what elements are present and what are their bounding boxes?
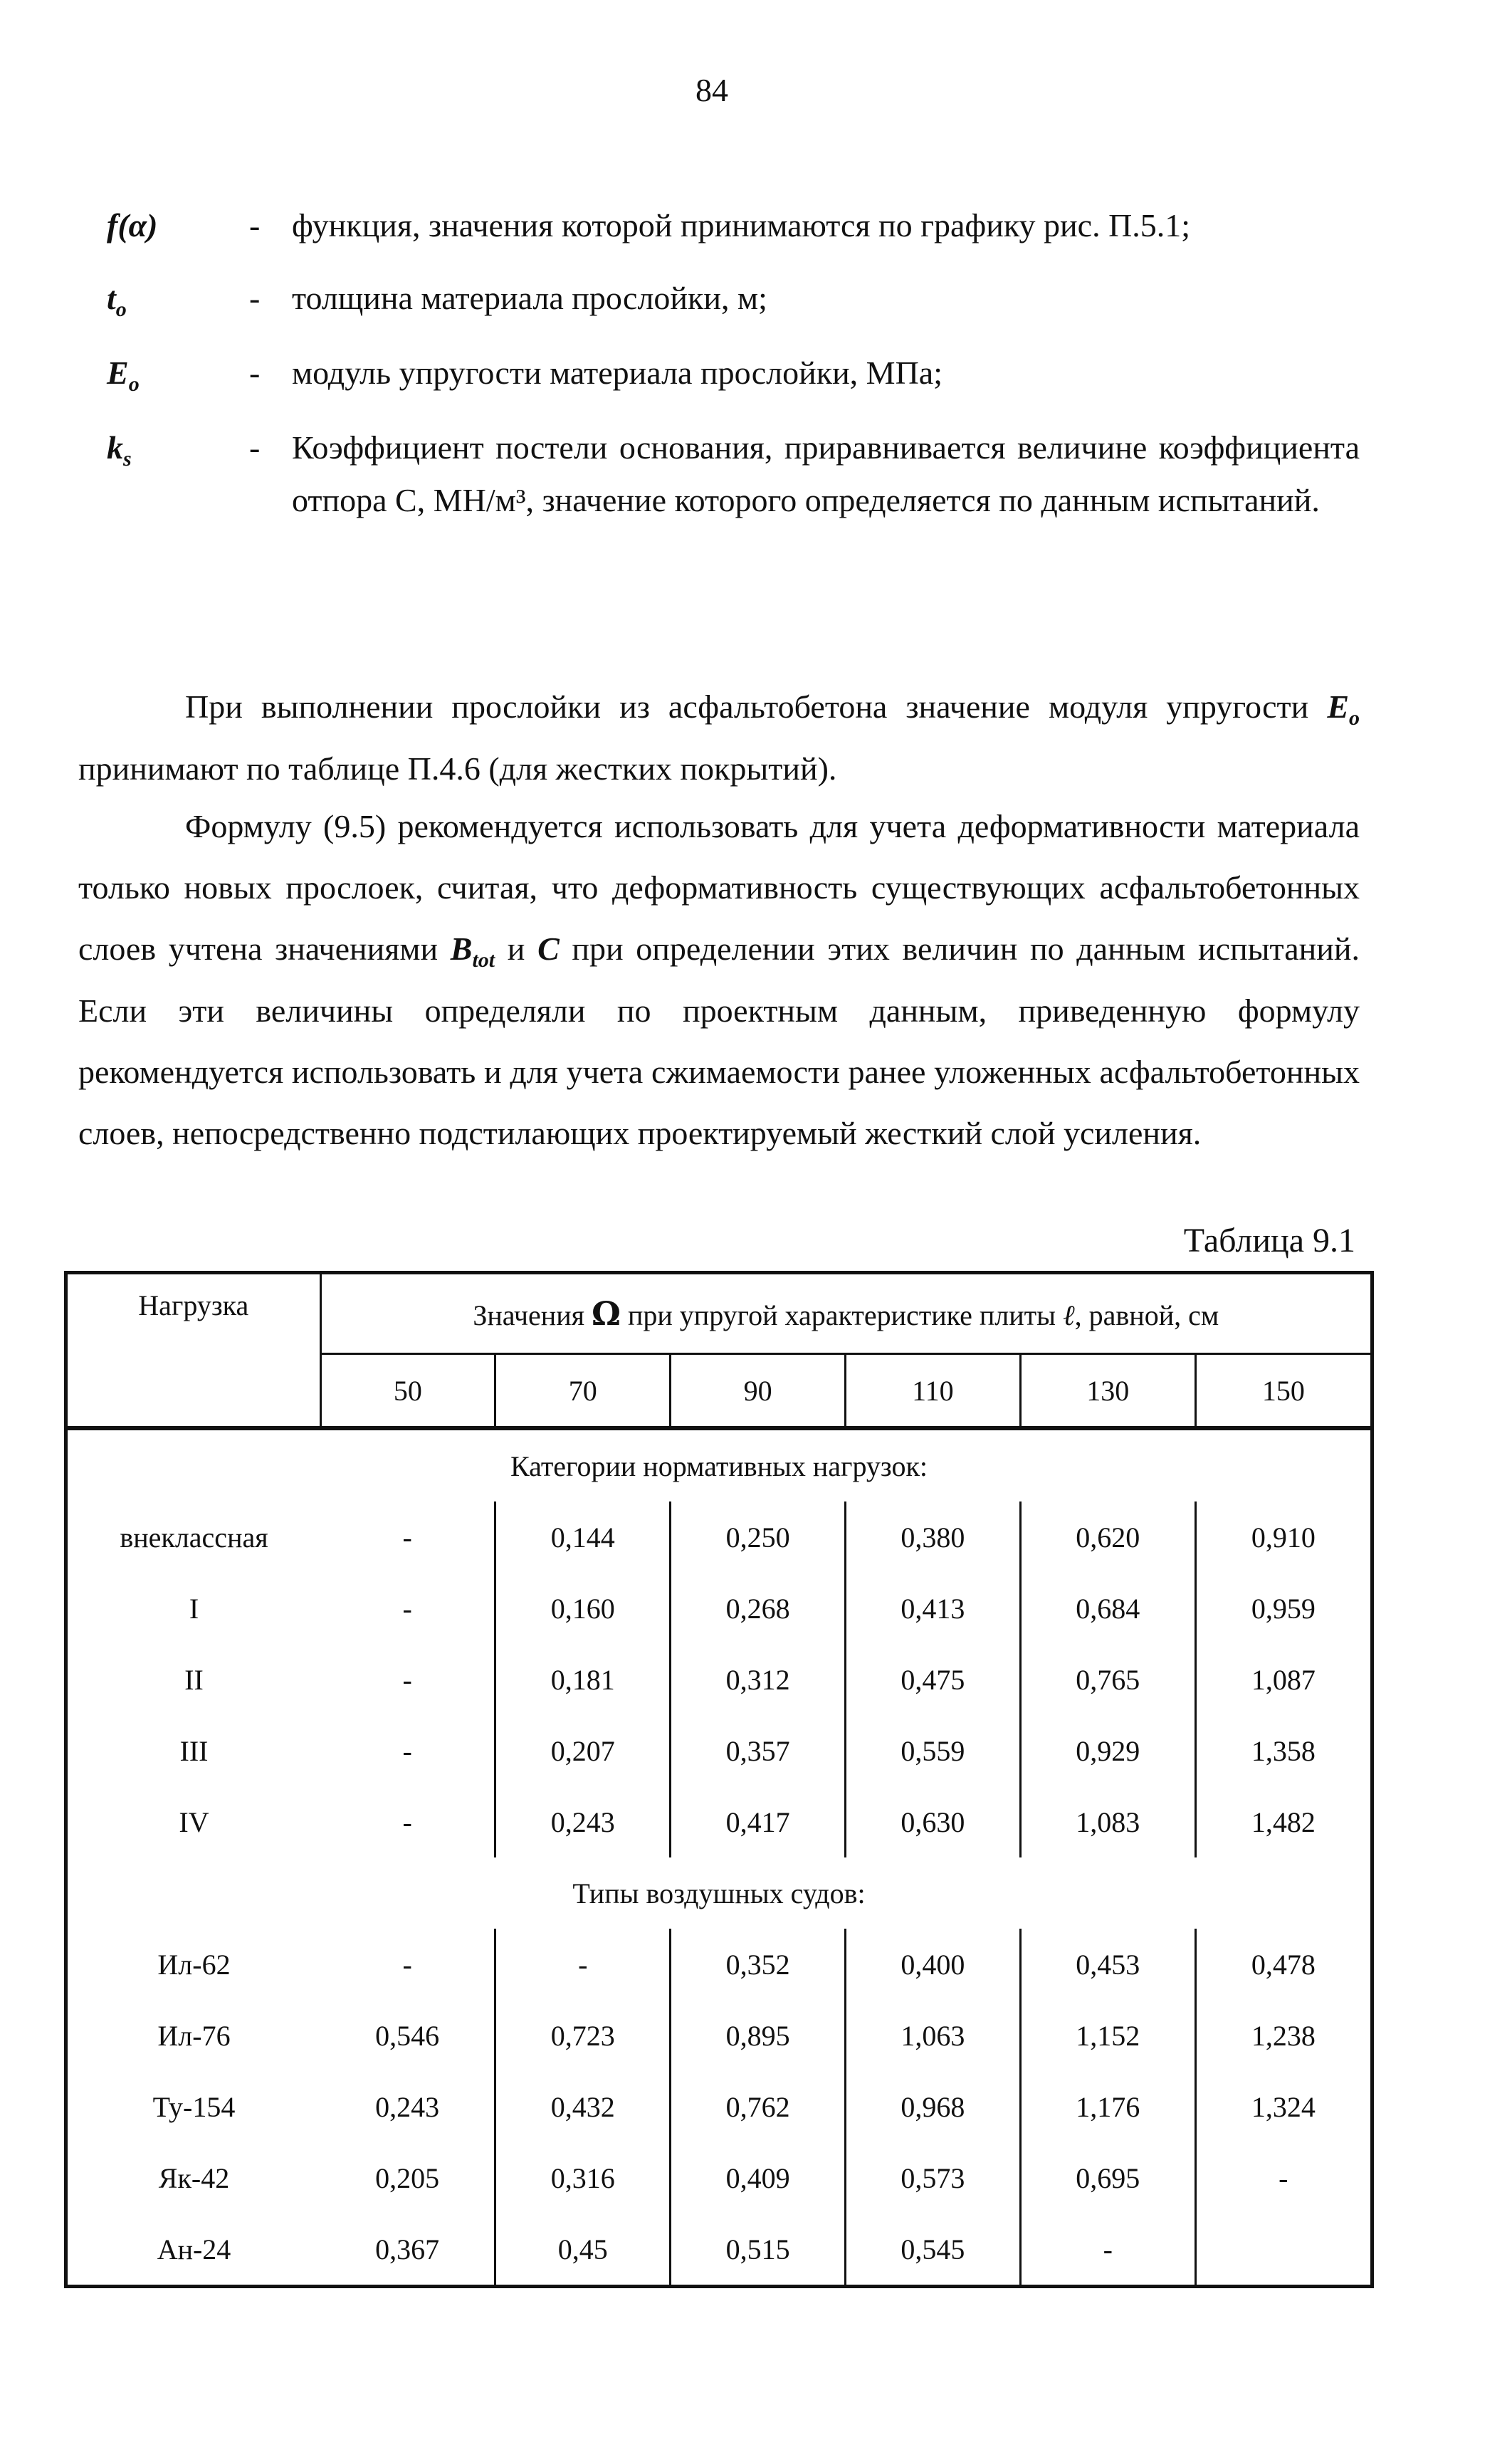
table-row: IV - 0,243 0,417 0,630 1,083 1,482 [68,1786,1370,1857]
definitions-list [78,199,1360,546]
table-row: Ту-154 0,243 0,432 0,762 0,968 1,176 1,324 [68,2071,1370,2142]
definition-text: Коэффициент постели основания, приравнивается величине коэффициента отпора C, МН/м³, значение которого определяется по данным испытаний. [292,429,1360,518]
header-values: Значения Ω при упругой характеристике плиты ℓ, равной, см [320,1274,1370,1354]
table-row: I - 0,160 0,268 0,413 0,684 0,959 [68,1573,1370,1644]
table-row: III - 0,207 0,357 0,559 0,929 1,358 [68,1715,1370,1786]
table-caption: Таблица 9.1 [1183,1222,1355,1259]
paragraph-formula-note: Формулу (9.5) рекомендуется использовать для учета деформативности материала только новых прослоек, считая, что деформативность существующих асфальтобетонных слоев учтена значениями $B_{tot}$ и C при определении этих величин по данным испытаний. Если эти величины определяли по проектным данным, приведенную формулу рекомендуется использовать и для учета сжимаемости ранее уложенных асфальтобетонных слоев, непосредственно подстилающих проектируемый жесткий слой усиления. [78,808,1360,1152]
values-table [64,1271,1374,2288]
column-header: 130 [1020,1354,1195,1429]
definition-symbol: $k_s$ [107,429,132,471]
definition-text: толщина материала прослойки, м; [292,279,767,316]
column-header: 110 [845,1354,1020,1429]
paragraph-asphalt-layer: При выполнении прослойки из асфальтобетона значение модуля упругости $E_o$ принимают по таблице П.4.6 (для жестких покрытий). [78,688,1360,787]
table-row: II - 0,181 0,312 0,475 0,765 1,087 [68,1644,1370,1715]
page-number: 84 [695,72,728,108]
definition-symbol: $E_o$ [107,354,140,396]
definition-t0 [78,272,1360,327]
definition-text: функция, значения которой принимаются по графику рис. П.5.1; [292,207,1191,243]
column-header: 70 [495,1354,671,1429]
column-header: 90 [671,1354,846,1429]
section-title: Категории нормативных нагрузок: [68,1428,1370,1501]
definition-f-alpha [78,199,1360,252]
header-load: Нагрузка [68,1274,320,1428]
definition-symbol: f(α) [107,207,158,243]
table-row: Ил-62 - - 0,352 0,400 0,453 0,478 [68,1929,1370,2000]
table-row: Ил-76 0,546 0,723 0,895 1,063 1,152 1,238 [68,2000,1370,2071]
definition-dash: - [249,429,261,466]
table-row: Ан-24 0,367 0,45 0,515 0,545 - [68,2213,1370,2285]
definition-dash: - [249,207,261,243]
section-title: Типы воздушных судов: [572,1877,866,1909]
column-header: 150 [1195,1354,1370,1429]
definition-e0 [78,347,1360,402]
table-row: Як-42 0,205 0,316 0,409 0,573 0,695 - [68,2142,1370,2213]
omega-symbol: Ω [592,1294,621,1333]
definition-dash: - [249,354,261,391]
table-row: внеклассная - 0,144 0,250 0,380 0,620 0,910 [68,1501,1370,1573]
column-header: 50 [320,1354,495,1429]
definition-text: модуль упругости материала прослойки, МПа; [292,354,943,391]
definition-symbol: $t_o$ [107,279,127,321]
definition-dash: - [249,279,261,316]
definition-ks [78,421,1360,526]
